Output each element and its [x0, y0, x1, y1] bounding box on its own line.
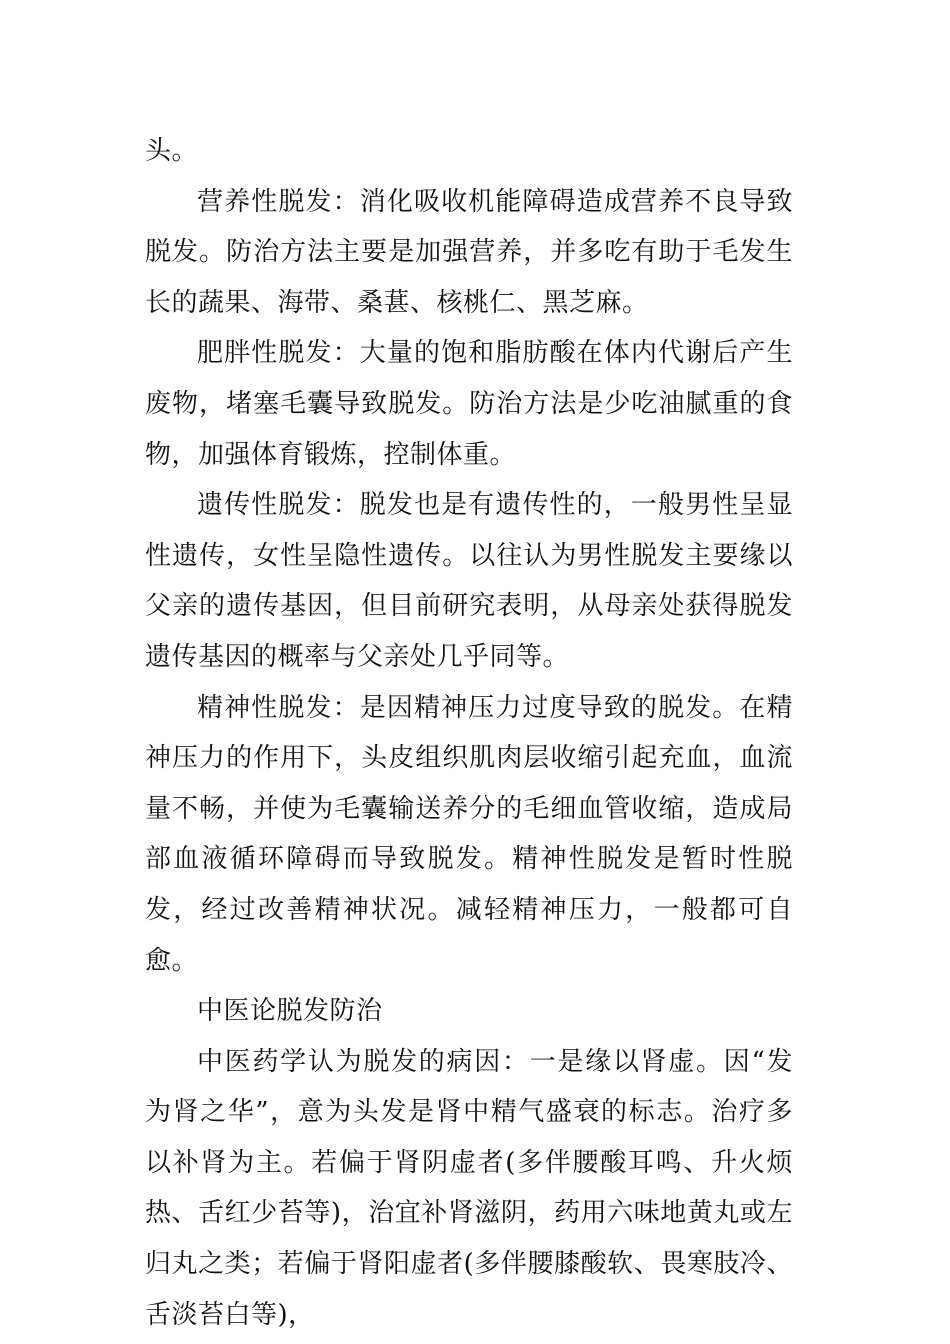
paragraph-tcm-kidney-deficiency: 中医药学认为脱发的病因：一是缘以肾虚。因“发为肾之华”，意为头发是肾中精气盛衰的标志。治疗多以补肾为主。若偏于肾阴虚者(多伴腰酸耳鸣、升火烦热、舌红少苔等)，治宜补肾滋阴，药用六味地黄丸或左归丸之类；若偏于肾阳虚者(多伴腰膝酸软、畏寒肢冷、舌淡苔白等)， — [145, 1046, 793, 1330]
paragraph-nutritional-hair-loss: 营养性脱发：消化吸收机能障碍造成营养不良导致脱发。防治方法主要是加强营养，并多吃有助于毛发生长的蔬果、海带、桑葚、核桃仁、黑芝麻。 — [145, 186, 793, 318]
paragraph-hereditary-hair-loss: 遗传性脱发：脱发也是有遗传性的，一般男性呈显性遗传，女性呈隐性遗传。以往认为男性脱发主要缘以父亲的遗传基因，但目前研究表明，从母亲处获得脱发遗传基因的概率与父亲处几乎同等。 — [145, 490, 793, 672]
section-heading-tcm: 中医论脱发防治 — [197, 996, 383, 1027]
paragraph-continuation: 头。 — [145, 136, 199, 166]
paragraph-obesity-hair-loss: 肥胖性脱发：大量的饱和脂肪酸在体内代谢后产生废物，堵塞毛囊导致脱发。防治方法是少吃油腻重的食物，加强体育锻炼，控制体重。 — [145, 338, 793, 470]
paragraph-mental-hair-loss: 精神性脱发：是因精神压力过度导致的脱发。在精神压力的作用下，头皮组织肌肉层收缩引起充血，血流量不畅，并使为毛囊输送养分的毛细血管收缩，造成局部血液循环障碍而导致脱发。精神性脱发是暂时性脱发，经过改善精神状况。减轻精神压力，一般都可自愈。 — [145, 692, 793, 976]
document-body — [145, 126, 793, 1340]
